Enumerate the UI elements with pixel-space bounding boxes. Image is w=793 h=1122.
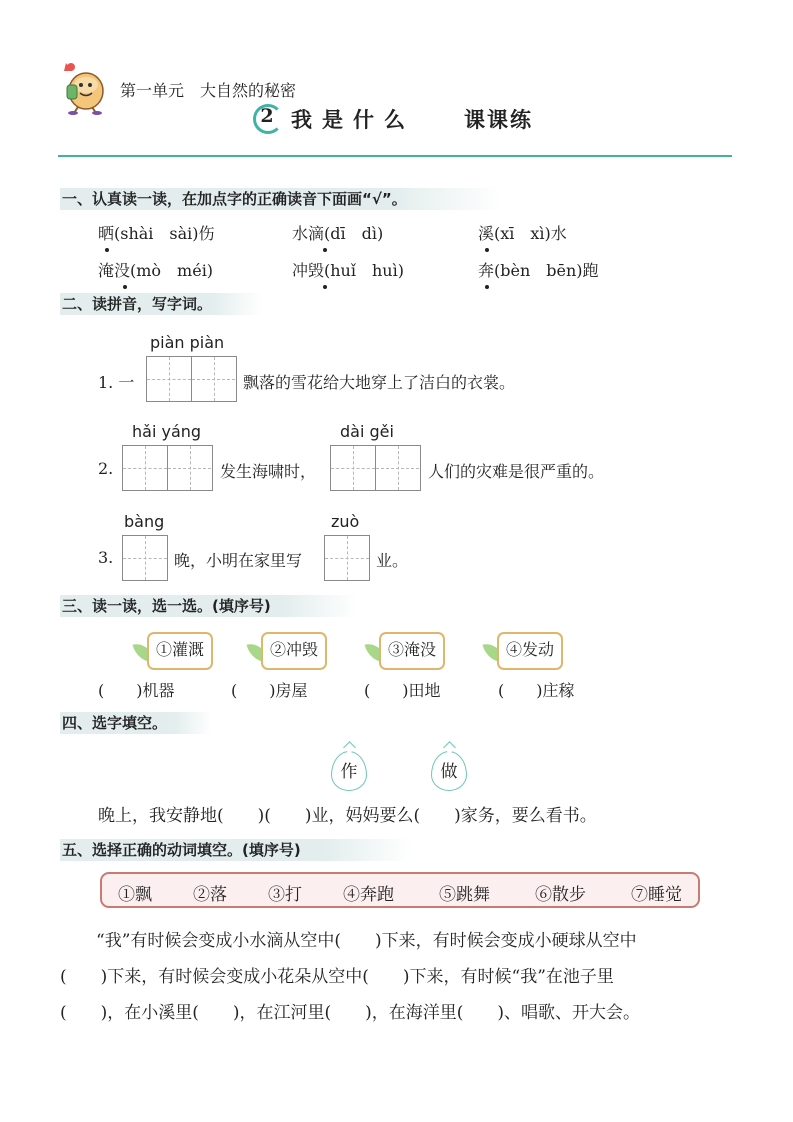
s3-blank-2[interactable]: ( )房屋 [231, 681, 308, 700]
char-choice-1: 作 [331, 751, 367, 791]
q2-number: 2. [98, 459, 114, 478]
emphasis-dot [105, 248, 109, 252]
char-choice-2: 做 [431, 751, 467, 791]
s3-blank-1[interactable]: ( )机器 [98, 681, 175, 700]
s4-sentence[interactable]: 晚上，我安静地( )( )业，妈妈要么( )家务，要么看书。 [98, 806, 597, 826]
lesson-number: 2 [260, 105, 274, 127]
lesson-title: 我是什么 [291, 108, 415, 132]
emphasis-dot [123, 285, 127, 289]
s1-item-6: 奔(bèn bēn)跑 [478, 261, 599, 280]
section-4-title: 四、选字填空。 [60, 712, 212, 734]
section-3-title: 三、读一读，选一选。(填序号) [60, 595, 357, 617]
verb-2: ②落 [193, 885, 227, 905]
s1-item-1: 晒(shài sài)伤 [98, 224, 215, 243]
q1-pinyin: piàn piàn [150, 333, 225, 352]
verb-1: ①飘 [118, 885, 152, 905]
writing-grid-q2a[interactable] [122, 445, 213, 491]
writing-grid-q1[interactable] [146, 356, 237, 402]
writing-grid-q3b[interactable] [324, 535, 370, 581]
s1-item-2: 水滴(dī dì) [292, 224, 384, 243]
s5-paragraph-line-1[interactable]: “我”有时候会变成小水滴从空中( )下来，有时候会变成小硬球从空中 [96, 931, 637, 951]
s1-item-5: 冲毁(huǐ huì) [292, 261, 404, 280]
writing-grid-q3a[interactable] [122, 535, 168, 581]
s5-paragraph-line-2[interactable]: ( )下来，有时候会变成小花朵从空中( )下来，有时候“我”在池子里 [60, 967, 614, 987]
q2-sentence: 人们的灾难是很严重的。 [428, 462, 605, 481]
emphasis-dot [485, 248, 489, 252]
q2-middle: 发生海啸时， [220, 462, 317, 481]
q3-number: 3. [98, 548, 114, 567]
emphasis-dot [485, 285, 489, 289]
lesson-suffix: 课课练 [464, 108, 533, 132]
s3-blank-4[interactable]: ( )庄稼 [498, 681, 575, 700]
header-divider [58, 155, 732, 157]
verb-3: ③打 [268, 885, 302, 905]
section-2-title: 二、读拼音，写字词。 [60, 293, 262, 315]
verb-word-bank [100, 872, 700, 908]
q2-pinyin-2: dài gěi [340, 422, 394, 441]
q1-number: 1. 一 [98, 373, 135, 392]
emphasis-dot [323, 285, 327, 289]
s1-item-3: 溪(xī xì)水 [478, 224, 567, 243]
q2-pinyin-1: hǎi yáng [132, 422, 202, 441]
q3-middle: 晚，小明在家里写 [174, 551, 303, 570]
s3-blank-3[interactable]: ( )田地 [364, 681, 441, 700]
q1-sentence: 飘落的雪花给大地穿上了洁白的衣裳。 [243, 373, 516, 392]
s1-item-4: 淹没(mò méi) [98, 261, 214, 280]
verb-5: ⑤跳舞 [439, 885, 490, 905]
verb-6: ⑥散步 [535, 885, 586, 905]
q3-pinyin-2: zuò [331, 512, 360, 531]
unit-title: 第一单元 大自然的秘密 [120, 81, 297, 100]
writing-grid-q2b[interactable] [330, 445, 421, 491]
section-5-title: 五、选择正确的动词填空。(填序号) [60, 839, 412, 861]
q3-sentence: 业。 [376, 551, 409, 570]
section-1-title: 一、认真读一读，在加点字的正确读音下面画“√”。 [60, 188, 502, 210]
verb-4: ④奔跑 [343, 885, 394, 905]
emphasis-dot [323, 248, 327, 252]
s5-paragraph-line-3[interactable]: ( )，在小溪里( )，在江河里( )，在海洋里( )、唱歌、开大会。 [60, 1003, 641, 1023]
mascot-illustration [58, 55, 108, 115]
verb-7: ⑦睡觉 [631, 885, 682, 905]
q3-pinyin-1: bàng [124, 512, 165, 531]
